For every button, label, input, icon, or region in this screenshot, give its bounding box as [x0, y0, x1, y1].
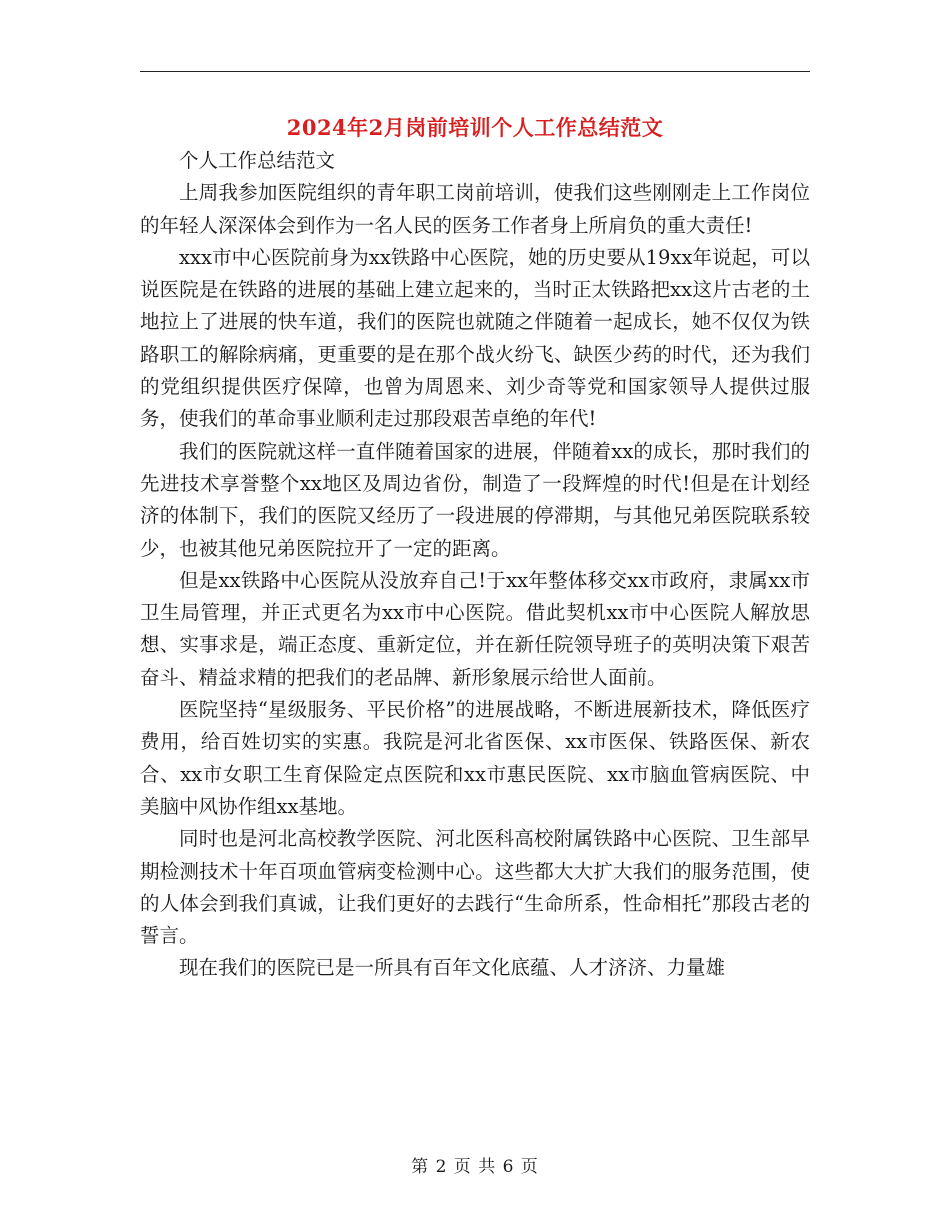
paragraph: 但是xx铁路中心医院从没放弃自己!于xx年整体移交xx市政府，隶属xx市卫生局管理，并正式更名为xx市中心医院。借此契机xx市中心医院人解放思想、实事求是，端正态度、重新定位，并在新任院领导班子的英明决策下艰苦奋斗、精益求精的把我们的老品牌、新形象展示给世人面前。	[140, 568, 810, 689]
header-rule	[140, 71, 810, 72]
document-body	[140, 145, 810, 985]
paragraph: 现在我们的医院已是一所具有百年文化底蕴、人才济济、力量雄	[179, 956, 726, 980]
page-number-footer: 第 2 页 共 6 页	[411, 1157, 539, 1177]
paragraph: xxx市中心医院前身为xx铁路中心医院，她的历史要从19xx年说起，可以说医院是在铁路的进展的基础上建立起来的，当时正太铁路把xx这片古老的土地拉上了进展的快车道，我们的医院也就随之伴随着一起成长，她不仅仅为铁路职工的解除病痛，更重要的是在那个战火纷飞、缺医少药的时代，还为我们的党组织提供医疗保障，也曾为周恩来、刘少奇等党和国家领导人提供过服务，使我们的革命事业顺利走过那段艰苦卓绝的年代!	[140, 245, 810, 431]
document-subtitle: 个人工作总结范文	[179, 149, 336, 172]
document-title: 2024年2月岗前培训个人工作总结范文	[286, 115, 664, 140]
paragraph: 上周我参加医院组织的青年职工岗前培训，使我们这些刚刚走上工作岗位的年轻人深深体会到作为一名人民的医务工作者身上所肩负的重大责任!	[140, 181, 810, 237]
paragraph: 我们的医院就这样一直伴随着国家的进展，伴随着xx的成长，那时我们的先进技术享誉整个xx地区及周边省份，制造了一段辉煌的时代!但是在计划经济的体制下，我们的医院又经历了一段进展的停滞期，与其他兄弟医院联系较少，也被其他兄弟医院拉开了一定的距离。	[140, 439, 810, 560]
paragraph: 医院坚持“星级服务、平民价格”的进展战略，不断进展新技术，降低医疗费用，给百姓切实的实惠。我院是河北省医保、xx市医保、铁路医保、新农合、xx市女职工生育保险定点医院和xx市惠民医院、xx市脑血管病医院、中美脑中风协作组xx基地。	[140, 698, 810, 818]
paragraph: 同时也是河北高校教学医院、河北医科高校附属铁路中心医院、卫生部早期检测技术十年百项血管病变检测中心。这些都大大扩大我们的服务范围，使的人体会到我们真诚，让我们更好的去践行“生命所系，性命相托”那段古老的誓言。	[140, 827, 810, 948]
